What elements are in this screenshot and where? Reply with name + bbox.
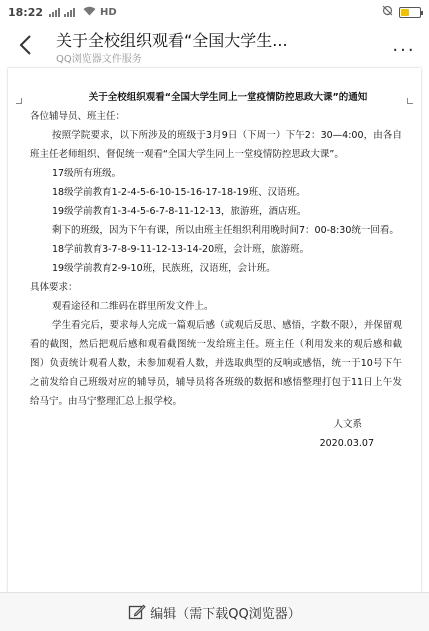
back-button[interactable] bbox=[12, 30, 38, 60]
edit-icon bbox=[128, 603, 146, 621]
class-group-item: 19级学前教育2-9-10班，民族班，汉语班，会计班。 bbox=[52, 263, 276, 274]
status-time: 18:22 bbox=[8, 5, 44, 19]
more-dots-icon: ... bbox=[392, 35, 416, 56]
document-date: 2020.03.07 bbox=[319, 438, 374, 449]
page-title: 关于全校组织观看“全国大学生... bbox=[56, 31, 288, 50]
class-group-item: 18学前教育3-7-8-9-11-12-13-14-20班，会计班，旅游班。 bbox=[52, 244, 310, 255]
document-salutation: 各位辅导员、班主任： bbox=[30, 111, 126, 122]
document-signature: 人文系 bbox=[333, 419, 362, 430]
class-group-item: 17级所有班级。 bbox=[52, 168, 122, 179]
battery-icon bbox=[399, 7, 421, 18]
network-type-label: HD bbox=[100, 6, 117, 18]
class-group-item: 剩下的班级，因为下午有课，所以由班主任组织利用晚时间7：00-8:30统一回看。 bbox=[52, 225, 399, 236]
requirement-item: 学生看完后，要求每人完成一篇观后感（或观后反思、感悟，字数不限），并保留观看的截图，然后把观后感和观看截图统一发给班主任。班主任（利用发来的观后感和截图）负责统计观看人数，未参加观看人数，并选取典型的反响或感悟，统一于10号下午之前发给自己班级对应的辅导员，辅导员将各班级的数据和感悟整理打包于11日上午发给马宁。由马宁整理汇总上报学校。 bbox=[30, 320, 402, 407]
page-corner-mark bbox=[407, 98, 413, 104]
document-body bbox=[30, 88, 402, 453]
page-corner-mark bbox=[16, 98, 22, 104]
page-subtitle: QQ浏览器文件服务 bbox=[56, 54, 142, 65]
title-bar bbox=[0, 24, 429, 68]
alarm-icon bbox=[382, 5, 393, 19]
document-intro: 按照学院要求，以下所涉及的班级于3月9日（下周一）下午2：30—4:00，由各自班主任老师组织、督促统一观看“全国大学生同上一堂疫情防控思政大课”。 bbox=[30, 130, 402, 160]
back-arrow-icon bbox=[18, 34, 32, 56]
more-options-button[interactable] bbox=[391, 36, 417, 56]
wifi-icon bbox=[83, 6, 96, 19]
cellular-signal-2-icon bbox=[64, 7, 75, 17]
requirement-item: 观看途径和二维码在群里所发文件上。 bbox=[52, 301, 214, 312]
class-group-item: 18级学前教育1-2-4-5-6-10-15-16-17-18-19班、汉语班。 bbox=[52, 187, 306, 198]
edit-label: 编辑（需下载QQ浏览器） bbox=[150, 606, 301, 622]
class-group-item: 19级学前教育1-3-4-5-6-7-8-11-12-13，旅游班，酒店班。 bbox=[52, 206, 307, 217]
status-bar bbox=[0, 0, 429, 24]
document-page[interactable] bbox=[8, 68, 421, 592]
document-heading: 关于全校组织观看“全国大学生同上一堂疫情防控思政大课”的通知 bbox=[88, 92, 368, 103]
status-right-group bbox=[382, 5, 421, 19]
edit-button[interactable] bbox=[0, 592, 429, 631]
cellular-signal-icon bbox=[49, 7, 60, 17]
requirements-label: 具体要求： bbox=[30, 282, 78, 293]
